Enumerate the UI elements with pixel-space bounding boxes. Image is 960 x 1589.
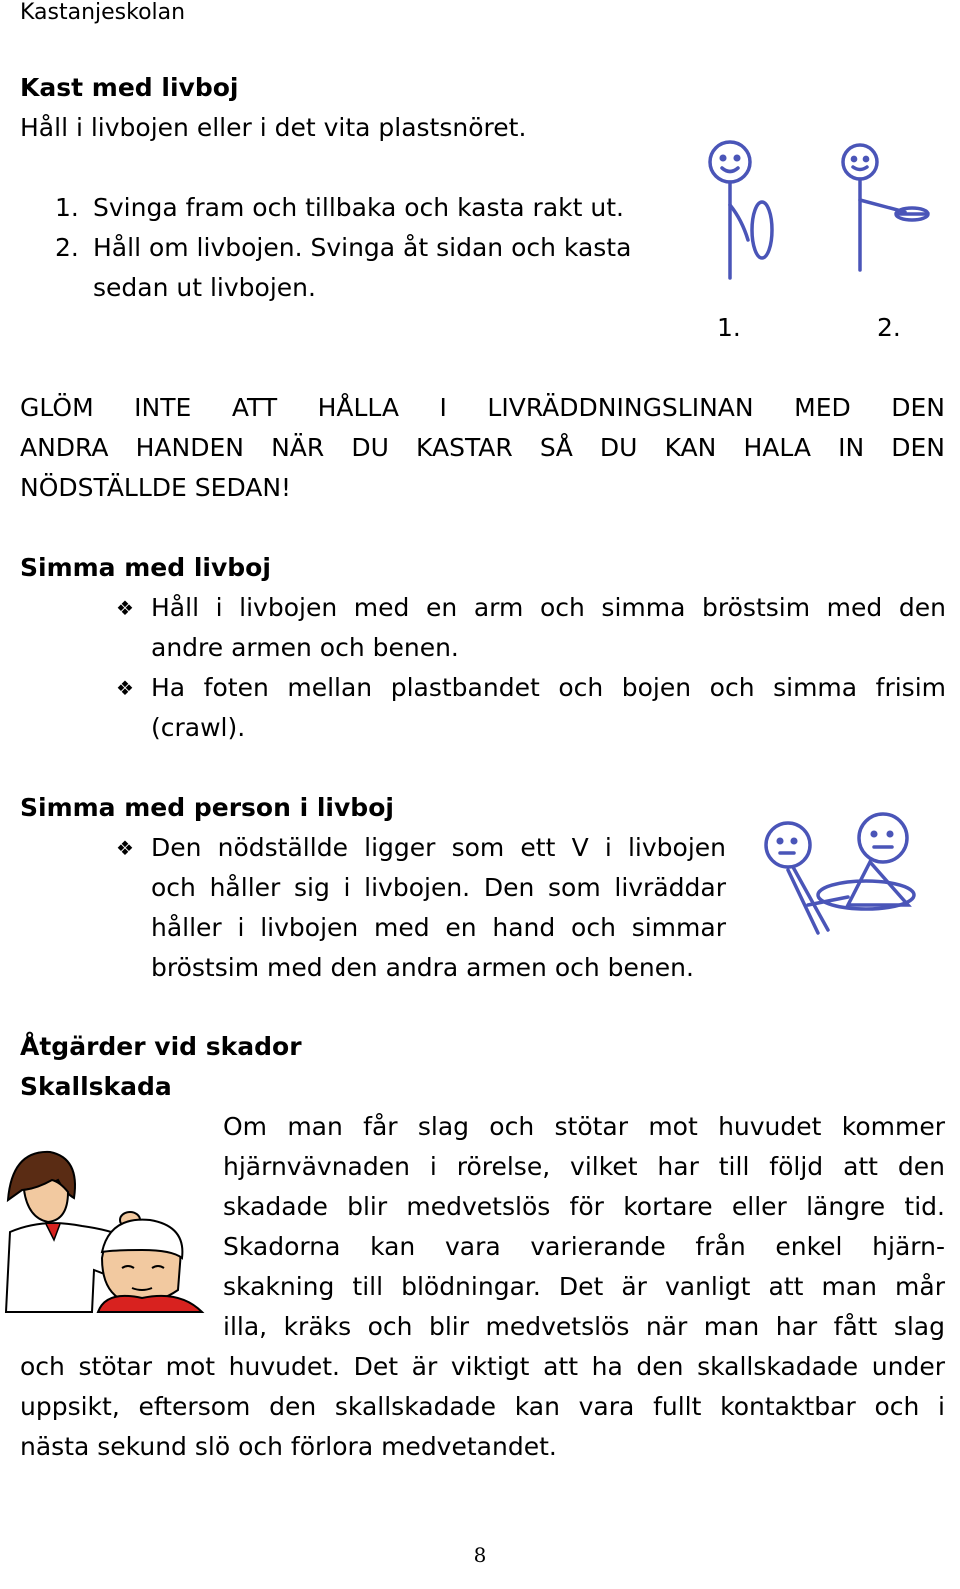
four-diamond-star-icon: ❖ bbox=[116, 596, 134, 620]
header-school-name: Kastanjeskolan bbox=[20, 0, 186, 25]
head-injury-line-5: skakning till blödningar. Det är vanligt att man mår bbox=[223, 1272, 945, 1301]
warning-line-1: GLÖM INTE ATT HÅLLA I LIVRÄDDNINGSLINAN MED DEN bbox=[20, 393, 945, 422]
swim-bullet-2-line2: (crawl). bbox=[151, 713, 246, 742]
person-text-line3: håller i livbojen med en hand och simmar bbox=[151, 913, 726, 942]
swim-bullet-1-line2: andre armen och benen. bbox=[151, 633, 459, 662]
head-injury-line-8: uppsikt, eftersom den skallskadade kan vara fullt kontaktbar och i bbox=[20, 1392, 945, 1421]
head-injury-line-4: Skadorna kan vara varierande från enkel hjärn- bbox=[223, 1232, 945, 1261]
towing-sketch-illustration bbox=[748, 805, 938, 945]
head-injury-line-3: skadade blir medvetslös för kortare eller längre tid. bbox=[223, 1192, 945, 1221]
step-text-2-line1: Håll om livbojen. Svinga åt sidan och kasta bbox=[93, 233, 632, 262]
section-title-person: Simma med person i livboj bbox=[20, 793, 394, 822]
warning-line-2: ANDRA HANDEN NÄR DU KASTAR SÅ DU KAN HALA IN DEN bbox=[20, 433, 945, 462]
warning-line-3: NÖDSTÄLLDE SEDAN! bbox=[20, 473, 292, 502]
four-diamond-star-icon: ❖ bbox=[116, 836, 134, 860]
throw-intro: Håll i livbojen eller i det vita plastsnöret. bbox=[20, 113, 527, 142]
four-diamond-star-icon: ❖ bbox=[116, 676, 134, 700]
person-text-line2: och håller sig i livbojen. Den som livräddar bbox=[151, 873, 726, 902]
swim-bullet-2-line1: Ha foten mellan plastbandet och bojen och simma frisim bbox=[151, 673, 946, 702]
figure-label-2: 2. bbox=[877, 313, 901, 342]
step-text-2-line2: sedan ut livbojen. bbox=[93, 273, 316, 302]
section-title-throw: Kast med livboj bbox=[20, 73, 239, 102]
subsection-title-head-injury: Skallskada bbox=[20, 1072, 172, 1101]
head-injury-line-7: och stötar mot huvudet. Det är viktigt att ha den skallskadade under bbox=[20, 1352, 945, 1381]
head-injury-line-6: illa, kräks och blir medvetslös när man har fått slag bbox=[223, 1312, 945, 1341]
section-title-injuries: Åtgärder vid skador bbox=[20, 1032, 302, 1061]
head-injury-line-2: hjärnvävnaden i rörelse, vilket har till följd att den bbox=[223, 1152, 945, 1181]
head-injury-line-1: Om man får slag och stötar mot huvudet kommer bbox=[223, 1112, 945, 1141]
step-text-1: Svinga fram och tillbaka och kasta rakt ut. bbox=[93, 193, 624, 222]
person-text-line4: bröstsim med den andra armen och benen. bbox=[151, 953, 694, 982]
nurse-bandaging-illustration bbox=[2, 1140, 212, 1315]
throwing-sketch-illustration bbox=[700, 130, 940, 295]
head-injury-line-9: nästa sekund slö och förlora medvetandet. bbox=[20, 1432, 557, 1461]
step-number-1: 1. bbox=[55, 193, 79, 222]
step-number-2: 2. bbox=[55, 233, 79, 262]
section-title-swim: Simma med livboj bbox=[20, 553, 271, 582]
figure-label-1: 1. bbox=[717, 313, 741, 342]
person-text-line1: Den nödställde ligger som ett V i livbojen bbox=[151, 833, 726, 862]
page-number: 8 bbox=[473, 1543, 487, 1567]
swim-bullet-1-line1: Håll i livbojen med en arm och simma bröstsim med den bbox=[151, 593, 946, 622]
